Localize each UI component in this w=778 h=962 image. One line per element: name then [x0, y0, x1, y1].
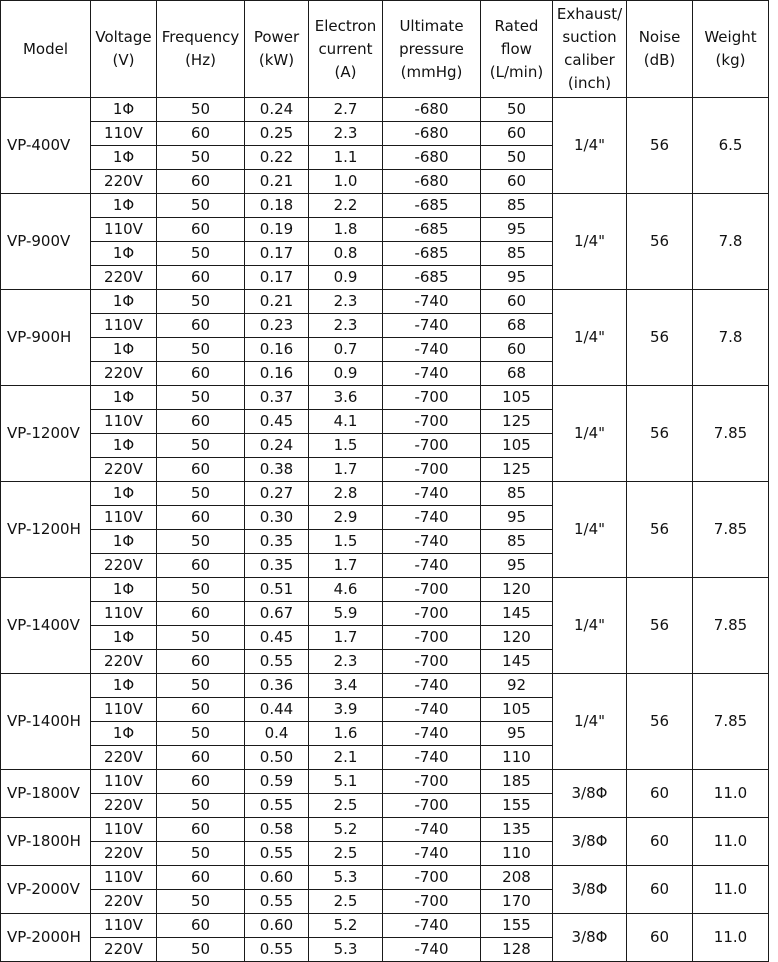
cell-frequency: 50 [157, 482, 245, 506]
table-row [1, 386, 769, 410]
cell-current: 0.9 [309, 362, 383, 386]
cell-frequency: 60 [157, 506, 245, 530]
header-flow: Rated flow (L/min) [481, 1, 553, 98]
cell-flow: 170 [481, 890, 553, 914]
cell-frequency: 50 [157, 794, 245, 818]
cell-pressure: -700 [383, 794, 481, 818]
cell-frequency: 60 [157, 170, 245, 194]
cell-pressure: -740 [383, 530, 481, 554]
cell-flow: 95 [481, 722, 553, 746]
cell-current: 1.5 [309, 434, 383, 458]
header-noise: Noise (dB) [627, 1, 693, 98]
cell-voltage: 110V [91, 602, 157, 626]
cell-current: 5.2 [309, 818, 383, 842]
cell-current: 2.8 [309, 482, 383, 506]
cell-current: 2.2 [309, 194, 383, 218]
cell-pressure: -740 [383, 674, 481, 698]
cell-power: 0.50 [245, 746, 309, 770]
cell-pressure: -740 [383, 722, 481, 746]
cell-noise: 56 [627, 578, 693, 674]
cell-power: 0.67 [245, 602, 309, 626]
cell-current: 1.1 [309, 146, 383, 170]
cell-power: 0.30 [245, 506, 309, 530]
table-body [1, 98, 769, 962]
header-pressure: Ultimate pressure (mmHg) [383, 1, 481, 98]
cell-pressure: -685 [383, 194, 481, 218]
cell-pressure: -685 [383, 266, 481, 290]
cell-weight: 6.5 [693, 98, 769, 194]
cell-power: 0.35 [245, 530, 309, 554]
cell-noise: 60 [627, 770, 693, 818]
cell-frequency: 50 [157, 434, 245, 458]
cell-power: 0.16 [245, 362, 309, 386]
cell-pressure: -740 [383, 482, 481, 506]
cell-current: 0.9 [309, 266, 383, 290]
cell-voltage: 220V [91, 266, 157, 290]
cell-caliber: 3/8Φ [553, 866, 627, 914]
cell-weight: 11.0 [693, 770, 769, 818]
cell-frequency: 60 [157, 314, 245, 338]
cell-current: 1.7 [309, 626, 383, 650]
cell-flow: 85 [481, 242, 553, 266]
cell-current: 5.3 [309, 866, 383, 890]
cell-flow: 120 [481, 578, 553, 602]
cell-pressure: -700 [383, 770, 481, 794]
cell-power: 0.55 [245, 650, 309, 674]
cell-voltage: 1Φ [91, 242, 157, 266]
cell-current: 5.1 [309, 770, 383, 794]
model-name: VP-1800H [1, 818, 91, 866]
cell-voltage: 110V [91, 698, 157, 722]
cell-power: 0.38 [245, 458, 309, 482]
header-current: Electron current (A) [309, 1, 383, 98]
cell-noise: 56 [627, 98, 693, 194]
cell-pressure: -740 [383, 842, 481, 866]
cell-voltage: 1Φ [91, 482, 157, 506]
cell-current: 2.7 [309, 98, 383, 122]
cell-pressure: -740 [383, 746, 481, 770]
cell-power: 0.24 [245, 98, 309, 122]
cell-pressure: -740 [383, 914, 481, 938]
cell-voltage: 220V [91, 746, 157, 770]
cell-caliber: 1/4" [553, 674, 627, 770]
cell-current: 1.5 [309, 530, 383, 554]
cell-frequency: 50 [157, 626, 245, 650]
cell-pressure: -685 [383, 218, 481, 242]
cell-flow: 68 [481, 362, 553, 386]
cell-pressure: -700 [383, 386, 481, 410]
cell-power: 0.60 [245, 866, 309, 890]
cell-voltage: 220V [91, 170, 157, 194]
cell-caliber: 3/8Φ [553, 770, 627, 818]
cell-flow: 60 [481, 122, 553, 146]
cell-noise: 56 [627, 194, 693, 290]
cell-voltage: 110V [91, 410, 157, 434]
cell-power: 0.17 [245, 266, 309, 290]
cell-current: 3.9 [309, 698, 383, 722]
cell-flow: 135 [481, 818, 553, 842]
table-row [1, 194, 769, 218]
cell-pressure: -700 [383, 866, 481, 890]
cell-power: 0.4 [245, 722, 309, 746]
cell-current: 2.5 [309, 794, 383, 818]
cell-caliber: 1/4" [553, 578, 627, 674]
cell-current: 0.7 [309, 338, 383, 362]
cell-flow: 125 [481, 458, 553, 482]
cell-frequency: 60 [157, 362, 245, 386]
header-model: Model [1, 1, 91, 98]
cell-weight: 11.0 [693, 914, 769, 962]
cell-voltage: 1Φ [91, 626, 157, 650]
cell-pressure: -740 [383, 338, 481, 362]
cell-flow: 128 [481, 938, 553, 962]
model-name: VP-1200H [1, 482, 91, 578]
cell-power: 0.60 [245, 914, 309, 938]
cell-current: 5.9 [309, 602, 383, 626]
header-voltage: Voltage (V) [91, 1, 157, 98]
cell-pressure: -740 [383, 818, 481, 842]
cell-voltage: 1Φ [91, 290, 157, 314]
cell-current: 2.9 [309, 506, 383, 530]
cell-pressure: -680 [383, 98, 481, 122]
cell-power: 0.17 [245, 242, 309, 266]
cell-voltage: 1Φ [91, 674, 157, 698]
cell-frequency: 60 [157, 122, 245, 146]
cell-power: 0.55 [245, 890, 309, 914]
cell-frequency: 50 [157, 386, 245, 410]
cell-voltage: 1Φ [91, 338, 157, 362]
cell-frequency: 50 [157, 722, 245, 746]
cell-flow: 155 [481, 794, 553, 818]
cell-weight: 7.85 [693, 674, 769, 770]
cell-voltage: 1Φ [91, 434, 157, 458]
header-weight: Weight (kg) [693, 1, 769, 98]
cell-pressure: -740 [383, 506, 481, 530]
cell-pressure: -700 [383, 578, 481, 602]
cell-caliber: 1/4" [553, 194, 627, 290]
cell-current: 5.3 [309, 938, 383, 962]
cell-voltage: 110V [91, 866, 157, 890]
cell-flow: 105 [481, 698, 553, 722]
cell-voltage: 220V [91, 362, 157, 386]
cell-frequency: 50 [157, 146, 245, 170]
table-row [1, 770, 769, 794]
cell-weight: 11.0 [693, 866, 769, 914]
cell-power: 0.55 [245, 794, 309, 818]
cell-voltage: 110V [91, 122, 157, 146]
cell-current: 2.3 [309, 290, 383, 314]
cell-frequency: 60 [157, 866, 245, 890]
cell-flow: 120 [481, 626, 553, 650]
cell-noise: 56 [627, 386, 693, 482]
cell-flow: 105 [481, 386, 553, 410]
cell-flow: 95 [481, 506, 553, 530]
cell-current: 2.3 [309, 122, 383, 146]
cell-power: 0.45 [245, 410, 309, 434]
cell-voltage: 220V [91, 842, 157, 866]
cell-frequency: 50 [157, 530, 245, 554]
cell-pressure: -740 [383, 938, 481, 962]
cell-frequency: 50 [157, 890, 245, 914]
cell-power: 0.45 [245, 626, 309, 650]
cell-power: 0.24 [245, 434, 309, 458]
cell-power: 0.19 [245, 218, 309, 242]
cell-voltage: 220V [91, 890, 157, 914]
table-row [1, 674, 769, 698]
cell-pressure: -700 [383, 890, 481, 914]
cell-power: 0.22 [245, 146, 309, 170]
cell-current: 0.8 [309, 242, 383, 266]
cell-frequency: 60 [157, 410, 245, 434]
cell-voltage: 110V [91, 818, 157, 842]
cell-flow: 208 [481, 866, 553, 890]
cell-caliber: 1/4" [553, 290, 627, 386]
cell-caliber: 1/4" [553, 386, 627, 482]
cell-frequency: 50 [157, 674, 245, 698]
cell-power: 0.37 [245, 386, 309, 410]
cell-voltage: 1Φ [91, 98, 157, 122]
cell-frequency: 60 [157, 458, 245, 482]
cell-flow: 85 [481, 194, 553, 218]
cell-flow: 155 [481, 914, 553, 938]
cell-weight: 11.0 [693, 818, 769, 866]
cell-current: 3.6 [309, 386, 383, 410]
cell-caliber: 1/4" [553, 98, 627, 194]
cell-frequency: 60 [157, 650, 245, 674]
cell-flow: 145 [481, 602, 553, 626]
cell-voltage: 110V [91, 770, 157, 794]
cell-voltage: 220V [91, 938, 157, 962]
cell-power: 0.51 [245, 578, 309, 602]
cell-voltage: 220V [91, 554, 157, 578]
cell-flow: 60 [481, 170, 553, 194]
table-row [1, 578, 769, 602]
cell-current: 2.1 [309, 746, 383, 770]
cell-flow: 60 [481, 338, 553, 362]
cell-pressure: -680 [383, 146, 481, 170]
cell-caliber: 3/8Φ [553, 818, 627, 866]
model-name: VP-1800V [1, 770, 91, 818]
cell-pressure: -740 [383, 698, 481, 722]
header-caliber: Exhaust/ suction caliber (inch) [553, 1, 627, 98]
cell-noise: 56 [627, 674, 693, 770]
cell-frequency: 60 [157, 746, 245, 770]
cell-frequency: 60 [157, 554, 245, 578]
cell-noise: 56 [627, 482, 693, 578]
cell-pressure: -700 [383, 650, 481, 674]
table-row [1, 290, 769, 314]
cell-voltage: 110V [91, 506, 157, 530]
cell-pressure: -680 [383, 122, 481, 146]
cell-weight: 7.85 [693, 386, 769, 482]
cell-noise: 60 [627, 818, 693, 866]
cell-pressure: -700 [383, 410, 481, 434]
cell-current: 1.7 [309, 458, 383, 482]
model-name: VP-1400V [1, 578, 91, 674]
cell-weight: 7.8 [693, 194, 769, 290]
cell-voltage: 220V [91, 650, 157, 674]
cell-flow: 95 [481, 218, 553, 242]
cell-current: 3.4 [309, 674, 383, 698]
cell-power: 0.44 [245, 698, 309, 722]
cell-caliber: 1/4" [553, 482, 627, 578]
cell-pressure: -700 [383, 626, 481, 650]
model-name: VP-900V [1, 194, 91, 290]
cell-pressure: -740 [383, 554, 481, 578]
cell-voltage: 110V [91, 914, 157, 938]
cell-frequency: 60 [157, 698, 245, 722]
cell-power: 0.25 [245, 122, 309, 146]
table-row [1, 866, 769, 890]
cell-frequency: 50 [157, 98, 245, 122]
cell-flow: 110 [481, 842, 553, 866]
header-power: Power (kW) [245, 1, 309, 98]
cell-voltage: 220V [91, 794, 157, 818]
cell-power: 0.27 [245, 482, 309, 506]
cell-current: 1.8 [309, 218, 383, 242]
cell-caliber: 3/8Φ [553, 914, 627, 962]
table-row [1, 98, 769, 122]
cell-voltage: 1Φ [91, 194, 157, 218]
cell-flow: 60 [481, 290, 553, 314]
cell-voltage: 1Φ [91, 578, 157, 602]
cell-pressure: -740 [383, 362, 481, 386]
cell-voltage: 1Φ [91, 530, 157, 554]
cell-current: 2.3 [309, 650, 383, 674]
cell-frequency: 60 [157, 266, 245, 290]
model-name: VP-2000H [1, 914, 91, 962]
cell-power: 0.55 [245, 842, 309, 866]
cell-flow: 125 [481, 410, 553, 434]
cell-flow: 105 [481, 434, 553, 458]
cell-power: 0.21 [245, 290, 309, 314]
cell-frequency: 50 [157, 338, 245, 362]
cell-flow: 95 [481, 554, 553, 578]
cell-weight: 7.85 [693, 482, 769, 578]
table-row [1, 482, 769, 506]
cell-pressure: -685 [383, 242, 481, 266]
cell-weight: 7.8 [693, 290, 769, 386]
cell-power: 0.18 [245, 194, 309, 218]
cell-voltage: 1Φ [91, 146, 157, 170]
cell-current: 4.1 [309, 410, 383, 434]
cell-flow: 68 [481, 314, 553, 338]
cell-flow: 50 [481, 146, 553, 170]
cell-flow: 50 [481, 98, 553, 122]
cell-voltage: 220V [91, 458, 157, 482]
table-row [1, 818, 769, 842]
cell-pressure: -740 [383, 290, 481, 314]
cell-power: 0.36 [245, 674, 309, 698]
cell-power: 0.35 [245, 554, 309, 578]
cell-current: 2.5 [309, 842, 383, 866]
cell-current: 1.6 [309, 722, 383, 746]
cell-current: 2.5 [309, 890, 383, 914]
cell-voltage: 1Φ [91, 722, 157, 746]
cell-frequency: 60 [157, 602, 245, 626]
cell-voltage: 1Φ [91, 386, 157, 410]
cell-voltage: 110V [91, 218, 157, 242]
cell-current: 1.7 [309, 554, 383, 578]
cell-flow: 85 [481, 530, 553, 554]
cell-frequency: 60 [157, 770, 245, 794]
cell-flow: 185 [481, 770, 553, 794]
cell-frequency: 50 [157, 242, 245, 266]
cell-power: 0.58 [245, 818, 309, 842]
table-row [1, 914, 769, 938]
cell-frequency: 60 [157, 818, 245, 842]
cell-power: 0.21 [245, 170, 309, 194]
cell-power: 0.23 [245, 314, 309, 338]
cell-frequency: 50 [157, 938, 245, 962]
cell-power: 0.55 [245, 938, 309, 962]
cell-flow: 85 [481, 482, 553, 506]
cell-pressure: -700 [383, 602, 481, 626]
model-name: VP-1400H [1, 674, 91, 770]
cell-flow: 110 [481, 746, 553, 770]
header-row [1, 1, 769, 98]
cell-flow: 92 [481, 674, 553, 698]
cell-flow: 95 [481, 266, 553, 290]
cell-pressure: -700 [383, 434, 481, 458]
cell-flow: 145 [481, 650, 553, 674]
cell-frequency: 60 [157, 218, 245, 242]
cell-pressure: -700 [383, 458, 481, 482]
header-frequency: Frequency (Hz) [157, 1, 245, 98]
cell-frequency: 50 [157, 578, 245, 602]
cell-current: 4.6 [309, 578, 383, 602]
cell-voltage: 110V [91, 314, 157, 338]
cell-noise: 60 [627, 914, 693, 962]
cell-frequency: 50 [157, 842, 245, 866]
cell-frequency: 50 [157, 194, 245, 218]
cell-current: 5.2 [309, 914, 383, 938]
cell-pressure: -680 [383, 170, 481, 194]
cell-power: 0.59 [245, 770, 309, 794]
model-name: VP-2000V [1, 866, 91, 914]
cell-noise: 60 [627, 866, 693, 914]
model-name: VP-400V [1, 98, 91, 194]
cell-weight: 7.85 [693, 578, 769, 674]
cell-current: 2.3 [309, 314, 383, 338]
cell-current: 1.0 [309, 170, 383, 194]
cell-noise: 56 [627, 290, 693, 386]
cell-power: 0.16 [245, 338, 309, 362]
cell-pressure: -740 [383, 314, 481, 338]
model-name: VP-1200V [1, 386, 91, 482]
cell-frequency: 50 [157, 290, 245, 314]
model-name: VP-900H [1, 290, 91, 386]
cell-frequency: 60 [157, 914, 245, 938]
